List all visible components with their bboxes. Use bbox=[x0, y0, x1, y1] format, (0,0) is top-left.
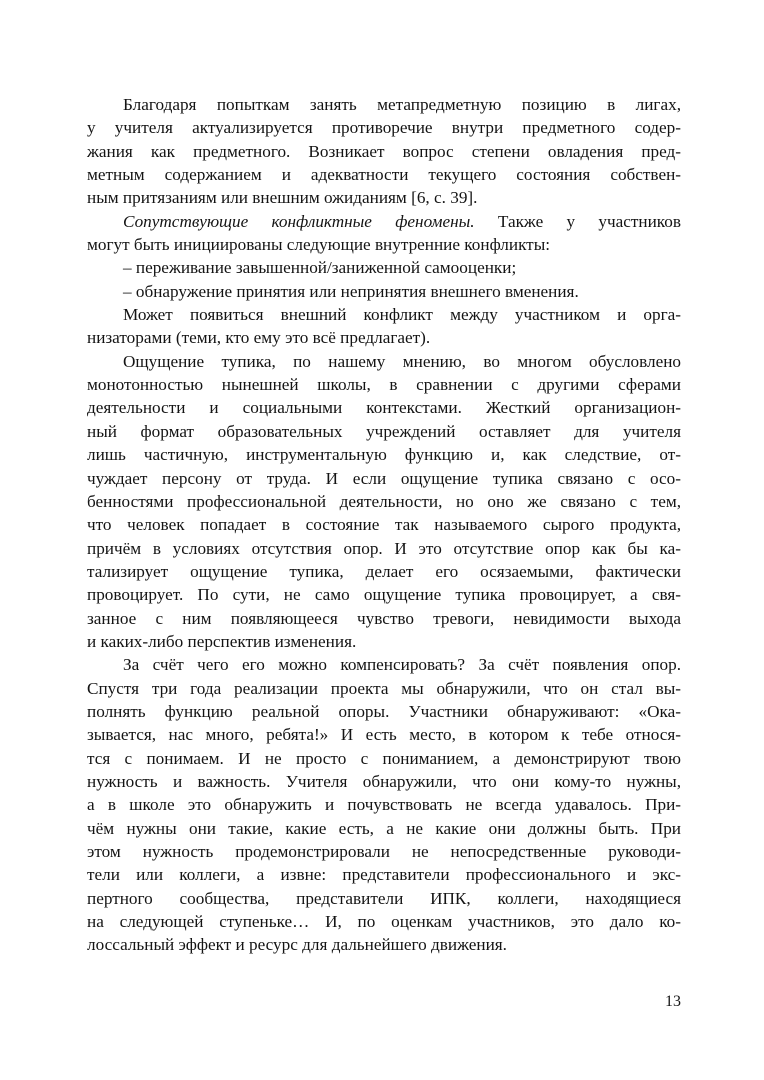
text-line bbox=[87, 163, 681, 186]
text-line bbox=[87, 140, 681, 163]
text-line bbox=[87, 793, 681, 816]
text-line bbox=[87, 443, 681, 466]
line-text: бенностями профессиональной деятельности, но оно же связано с тем, bbox=[87, 491, 681, 511]
line-text: тся с понимаем. И не просто с пониманием, а демонстрируют твою bbox=[87, 748, 681, 768]
body-text bbox=[87, 93, 681, 957]
line-text: на следующей ступеньке… И, по оценкам участников, это дало ко- bbox=[87, 912, 681, 932]
page-number: 13 bbox=[665, 993, 681, 1010]
text-line bbox=[87, 607, 681, 630]
text-line bbox=[87, 933, 681, 956]
line-text: провоцирует. По сути, не само ощущение тупика провоцирует, а свя- bbox=[87, 585, 681, 605]
line-text: деятельности и социальными контекстами. Жесткий организацион- bbox=[87, 398, 681, 418]
text-line bbox=[87, 770, 681, 793]
text-line bbox=[87, 537, 681, 560]
line-text: – переживание завышенной/заниженной самооценки; bbox=[123, 258, 517, 278]
text-line bbox=[87, 840, 681, 863]
line-text: Ощущение тупика, по нашему мнению, во многом обусловлено bbox=[123, 351, 681, 371]
text-line bbox=[87, 396, 681, 419]
line-text: а в школе это обнаружить и почувствовать не всегда удавалось. При- bbox=[87, 795, 681, 815]
line-text: – обнаружение принятия или непринятия внешнего вменения. bbox=[123, 281, 579, 301]
text-line bbox=[87, 723, 681, 746]
text-line bbox=[87, 280, 681, 303]
text-line bbox=[87, 747, 681, 770]
line-text: метным содержанием и адекватности текущего состояния собствен- bbox=[87, 165, 681, 185]
line-text: чуждает персону от труда. И если ощущение тупика связано с осо- bbox=[87, 468, 681, 488]
line-text: причём в условиях отсутствия опор. И это отсутствие опор как бы ка- bbox=[87, 538, 681, 558]
line-text: Также у участников bbox=[474, 211, 681, 231]
line-text: жания как предметного. Возникает вопрос степени овладения пред- bbox=[87, 141, 681, 161]
line-text: Благодаря попыткам занять метапредметную позицию в лигах, bbox=[123, 95, 681, 114]
text-line bbox=[87, 350, 681, 373]
text-line bbox=[87, 863, 681, 886]
line-text: За счёт чего его можно компенсировать? За счёт появления опор. bbox=[123, 655, 681, 675]
line-text: низаторами (теми, кто ему это всё предлагает). bbox=[87, 328, 431, 348]
text-line bbox=[87, 210, 681, 233]
text-line bbox=[87, 373, 681, 396]
line-text: зывается, нас много, ребята!» И есть место, в котором к тебе относя- bbox=[87, 725, 681, 745]
line-text: тели или коллеги, а извне: представители профессионального и экс- bbox=[87, 865, 681, 885]
text-line bbox=[87, 326, 681, 349]
line-text: чём нужны они такие, какие есть, а не какие они должны быть. При bbox=[87, 818, 681, 838]
text-line bbox=[87, 910, 681, 933]
line-text: могут быть инициированы следующие внутренние конфликты: bbox=[87, 235, 551, 255]
text-line bbox=[87, 887, 681, 910]
line-text: ным притязаниям или внешним ожиданиям [6, с. 39]. bbox=[87, 188, 478, 208]
text-line bbox=[87, 303, 681, 326]
italic-heading: Сопутствующие конфликтные феномены. bbox=[123, 211, 475, 231]
text-line bbox=[87, 583, 681, 606]
line-text: пертного сообщества, представители ИПК, коллеги, находящиеся bbox=[87, 888, 681, 908]
line-text: Спустя три года реализации проекта мы обнаружили, что он стал вы- bbox=[87, 678, 681, 698]
text-line bbox=[87, 186, 681, 209]
line-text: лишь частичную, инструментальную функцию и, как следствие, от- bbox=[87, 445, 681, 465]
line-text: что человек попадает в состояние так называемого сырого продукта, bbox=[87, 515, 681, 535]
text-line bbox=[87, 560, 681, 583]
line-text: нужность и важность. Учителя обнаружили, что они кому-то нужны, bbox=[87, 771, 681, 791]
line-text: полнять функцию реальной опоры. Участники обнаруживают: «Ока- bbox=[87, 701, 681, 721]
text-line bbox=[87, 420, 681, 443]
text-line bbox=[87, 677, 681, 700]
text-line bbox=[87, 256, 681, 279]
line-text: занное с ним появляющееся чувство тревоги, невидимости выхода bbox=[87, 608, 681, 628]
text-line bbox=[87, 653, 681, 676]
text-line bbox=[87, 490, 681, 513]
text-line bbox=[87, 630, 681, 653]
text-line bbox=[87, 116, 681, 139]
line-text: у учителя актуализируется противоречие внутри предметного содер- bbox=[87, 118, 681, 138]
text-line bbox=[87, 93, 681, 116]
text-line bbox=[87, 233, 681, 256]
line-text: этом нужность продемонстрировали не непосредственные руководи- bbox=[87, 842, 681, 861]
line-text: ный формат образовательных учреждений оставляет для учителя bbox=[87, 421, 681, 441]
text-line bbox=[87, 817, 681, 840]
line-text: и каких-либо перспектив изменения. bbox=[87, 631, 357, 651]
text-line bbox=[87, 467, 681, 490]
line-text: тализирует ощущение тупика, делает его осязаемыми, фактически bbox=[87, 561, 681, 581]
line-text: Может появиться внешний конфликт между участником и орга- bbox=[123, 305, 681, 325]
line-text: монотонностью нынешней школы, в сравнении с другими сферами bbox=[87, 375, 681, 395]
line-text: лоссальный эффект и ресурс для дальнейшего движения. bbox=[87, 935, 507, 955]
text-line bbox=[87, 700, 681, 723]
text-line bbox=[87, 513, 681, 536]
